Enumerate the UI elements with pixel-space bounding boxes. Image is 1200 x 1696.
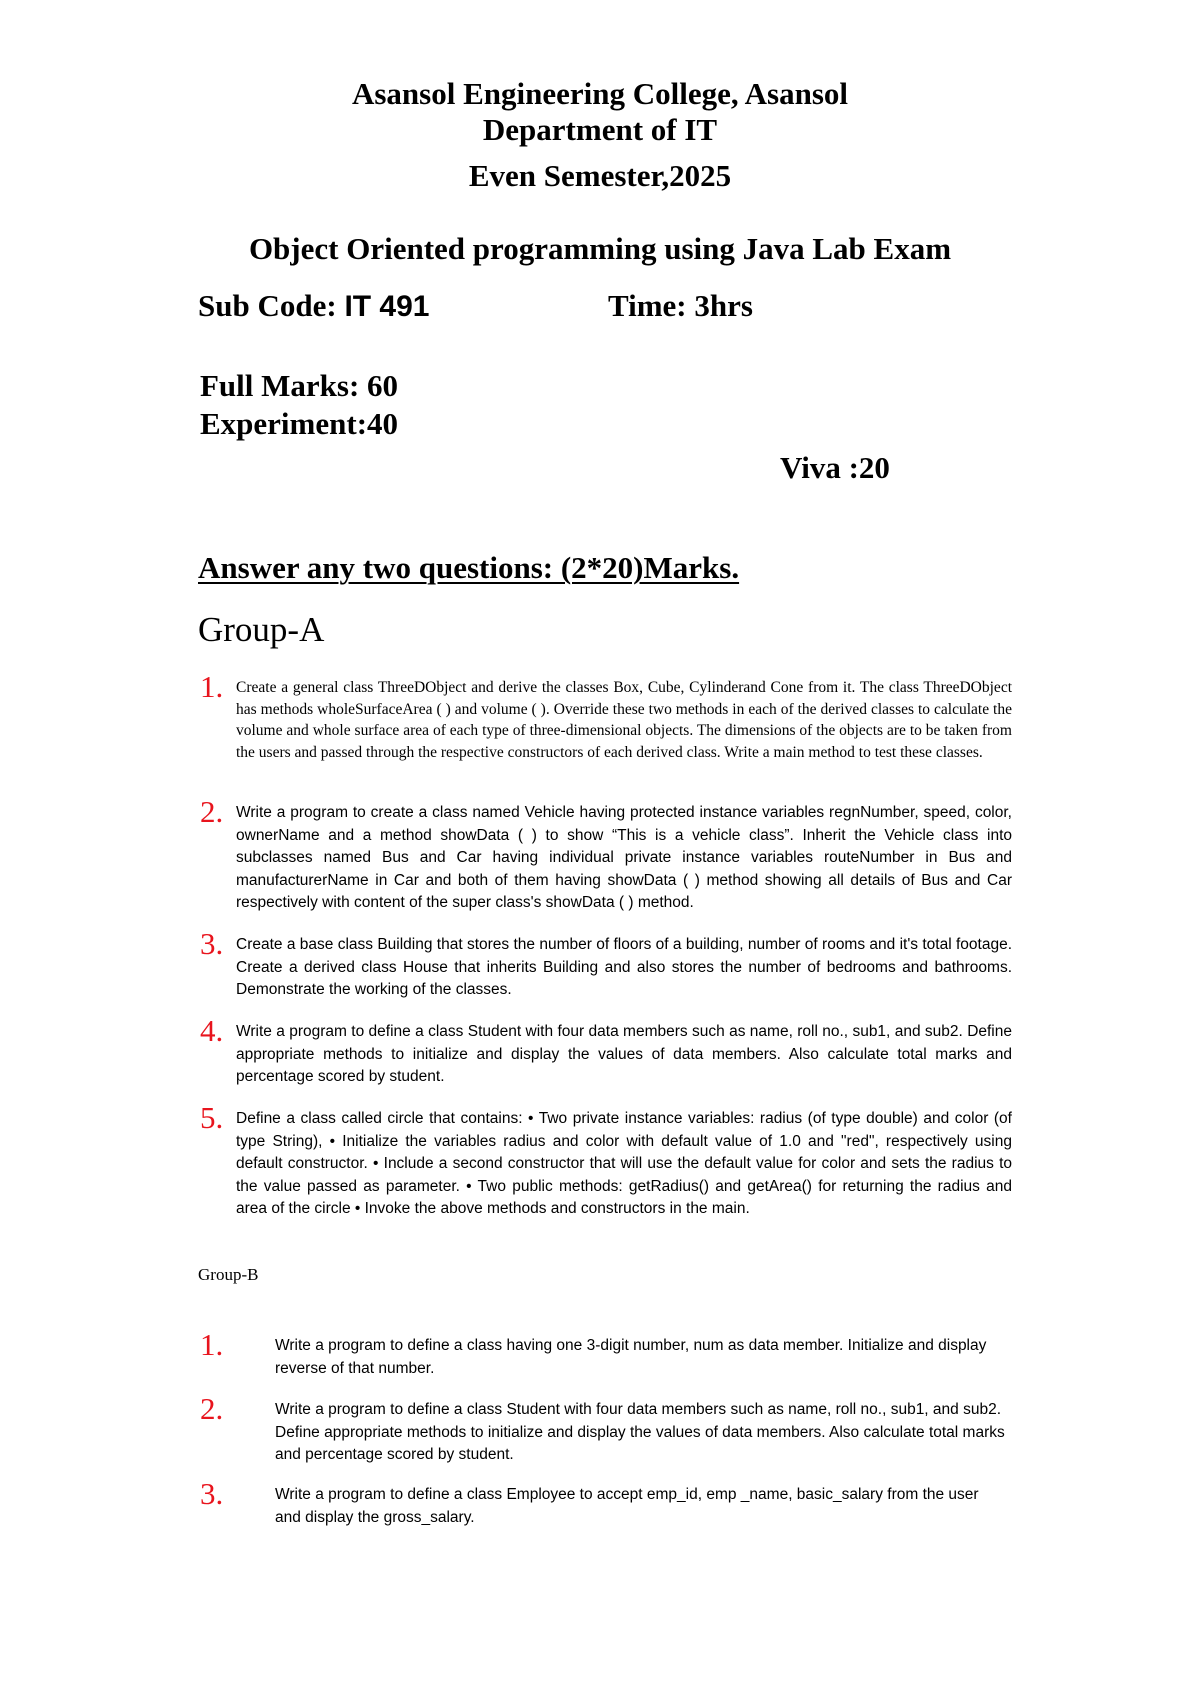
sub-code [198, 288, 430, 324]
group-a-title: Group-A [198, 610, 325, 649]
viva-marks: Viva :20 [780, 450, 890, 485]
department-name: Department of IT [482, 112, 718, 147]
experiment-marks: Experiment:40 [200, 406, 399, 441]
question-number: 2. [200, 1391, 224, 1426]
question-text: Write a program to create a class named Vehicle having protected instance variables regnNumber, speed, color, ownerName and a method showData ( ) to show “This is a vehicle class”. Inherit the Vehicle class into subclasses named Bus and Car having individual private instance variables routeNumber in Bus and manufacturerName in Car and both of them having showData ( ) method showing all details of Bus and Car respectively with content of the super class's showData ( ) method. [236, 804, 1012, 911]
question-text: Write a program to define a class having one 3-digit number, num as data member. Initialize and display reverse of that number. [275, 1337, 987, 1377]
college-name: Asansol Engineering College, Asansol [351, 76, 849, 111]
question-text: Create a general class ThreeDObject and derive the classes Box, Cube, Cylinderand Cone from it. The class ThreeDObject has methods wholeSurfaceArea ( ) and volume ( ). Override these two methods in each of the derived classes to calculate the volume and whole surface area of each type of three-dimensional objects. The dimensions of the objects are to be taken from the users and passed through the respective constructors of each derived class. Write a main method to test these classes. [236, 679, 1012, 761]
sub-code-label: Sub Code: [198, 288, 337, 323]
group-b-title: Group-B [198, 1265, 259, 1284]
question-text: Write a program to define a class Student with four data members such as name, roll no., sub1, and sub2. Define appropriate methods to initialize and display the values of data members. Also calculate total marks and percentage scored by student. [236, 1023, 1012, 1085]
question-text: Write a program to define a class Student with four data members such as name, roll no., sub1, and sub2. Define appropriate methods to initialize and display the values of data members. Also calculate total marks and percentage scored by student. [275, 1401, 1005, 1463]
instruction: Answer any two questions: (2*20)Marks. [198, 550, 740, 585]
exam-title: Object Oriented programming using Java Lab Exam [248, 231, 952, 266]
full-marks: Full Marks: 60 [200, 368, 399, 403]
question-number: 3. [200, 926, 224, 961]
question-number: 5. [200, 1100, 224, 1135]
sub-code-value: IT 491 [344, 290, 430, 323]
question-number: 1. [200, 1327, 224, 1362]
question-number: 4. [200, 1013, 224, 1048]
exam-time: Time: 3hrs [608, 288, 753, 323]
semester: Even Semester,2025 [468, 158, 732, 193]
question-text: Write a program to define a class Employee to accept emp_id, emp _name, basic_salary from the user and display the gross_salary. [275, 1486, 979, 1526]
question-number: 2. [200, 794, 224, 829]
question-text: Define a class called circle that contains: • Two private instance variables: radius (of type double) and color (of type String), • Initialize the variables radius and color with default value of 1.0 and "red", respectively using default constructor. • Include a second constructor that will use the default value for color and sets the radius to the value passed as parameter. • Two public methods: getRadius() and getArea() for returning the radius and area of the circle • Invoke the above methods and constructors in the main. [236, 1110, 1012, 1217]
question-number: 1. [200, 669, 224, 704]
question-number: 3. [200, 1476, 224, 1511]
question-text: Create a base class Building that stores the number of floors of a building, number of rooms and it's total footage. Create a derived class House that inherits Building and also stores the number of bedrooms and bathrooms. Demonstrate the working of the classes. [236, 936, 1012, 998]
